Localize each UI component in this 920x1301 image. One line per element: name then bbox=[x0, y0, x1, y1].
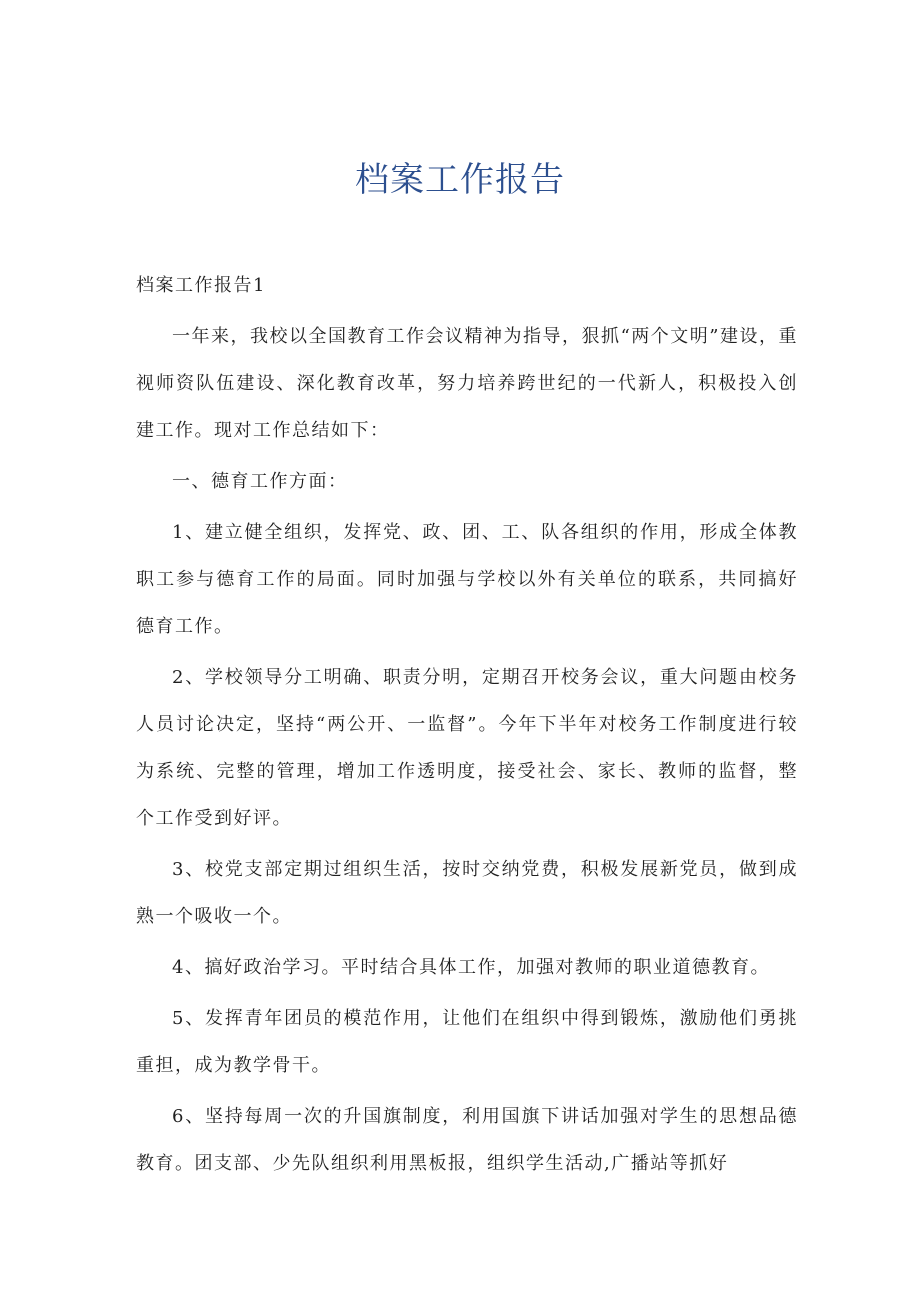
paragraph-intro: 一年来，我校以全国教育工作会议精神为指导，狠抓“两个文明”建设，重视师资队伍建设、深化教育改革，努力培养跨世纪的一代新人，积极投入创建工作。现对工作总结如下： bbox=[136, 326, 798, 441]
paragraph-item-4: 4、搞好政治学习。平时结合具体工作，加强对教师的职业道德教育。 bbox=[172, 957, 770, 978]
paragraph-item-6: 6、坚持每周一次的升国旗制度，利用国旗下讲话加强对学生的思想品德教育。团支部、少先队组织利用黑板报，组织学生活动,广播站等抓好 bbox=[136, 1106, 798, 1174]
document-body bbox=[136, 262, 798, 1191]
paragraph-item-1: 1、建立健全组织，发挥党、政、团、工、队各组织的作用，形成全体教职工参与德育工作的局面。同时加强与学校以外有关单位的联系，共同搞好德育工作。 bbox=[136, 522, 798, 637]
paragraph-item-2: 2、学校领导分工明确、职责分明，定期召开校务会议，重大问题由校务人员讨论决定，坚持“两公开、一监督”。今年下半年对校务工作制度进行较为系统、完整的管理，增加工作透明度，接受社会、家长、教师的监督，整个工作受到好评。 bbox=[136, 667, 798, 829]
section-heading-moral-education: 一、德育工作方面： bbox=[172, 471, 348, 492]
paragraph-item-5: 5、发挥青年团员的模范作用，让他们在组织中得到锻炼，激励他们勇挑重担，成为教学骨干。 bbox=[136, 1008, 798, 1076]
section-subtitle: 档案工作报告1 bbox=[136, 275, 266, 296]
paragraph-item-3: 3、校党支部定期过组织生活，按时交纳党费，积极发展新党员，做到成熟一个吸收一个。 bbox=[136, 859, 798, 927]
document-title: 档案工作报告 bbox=[355, 160, 565, 200]
